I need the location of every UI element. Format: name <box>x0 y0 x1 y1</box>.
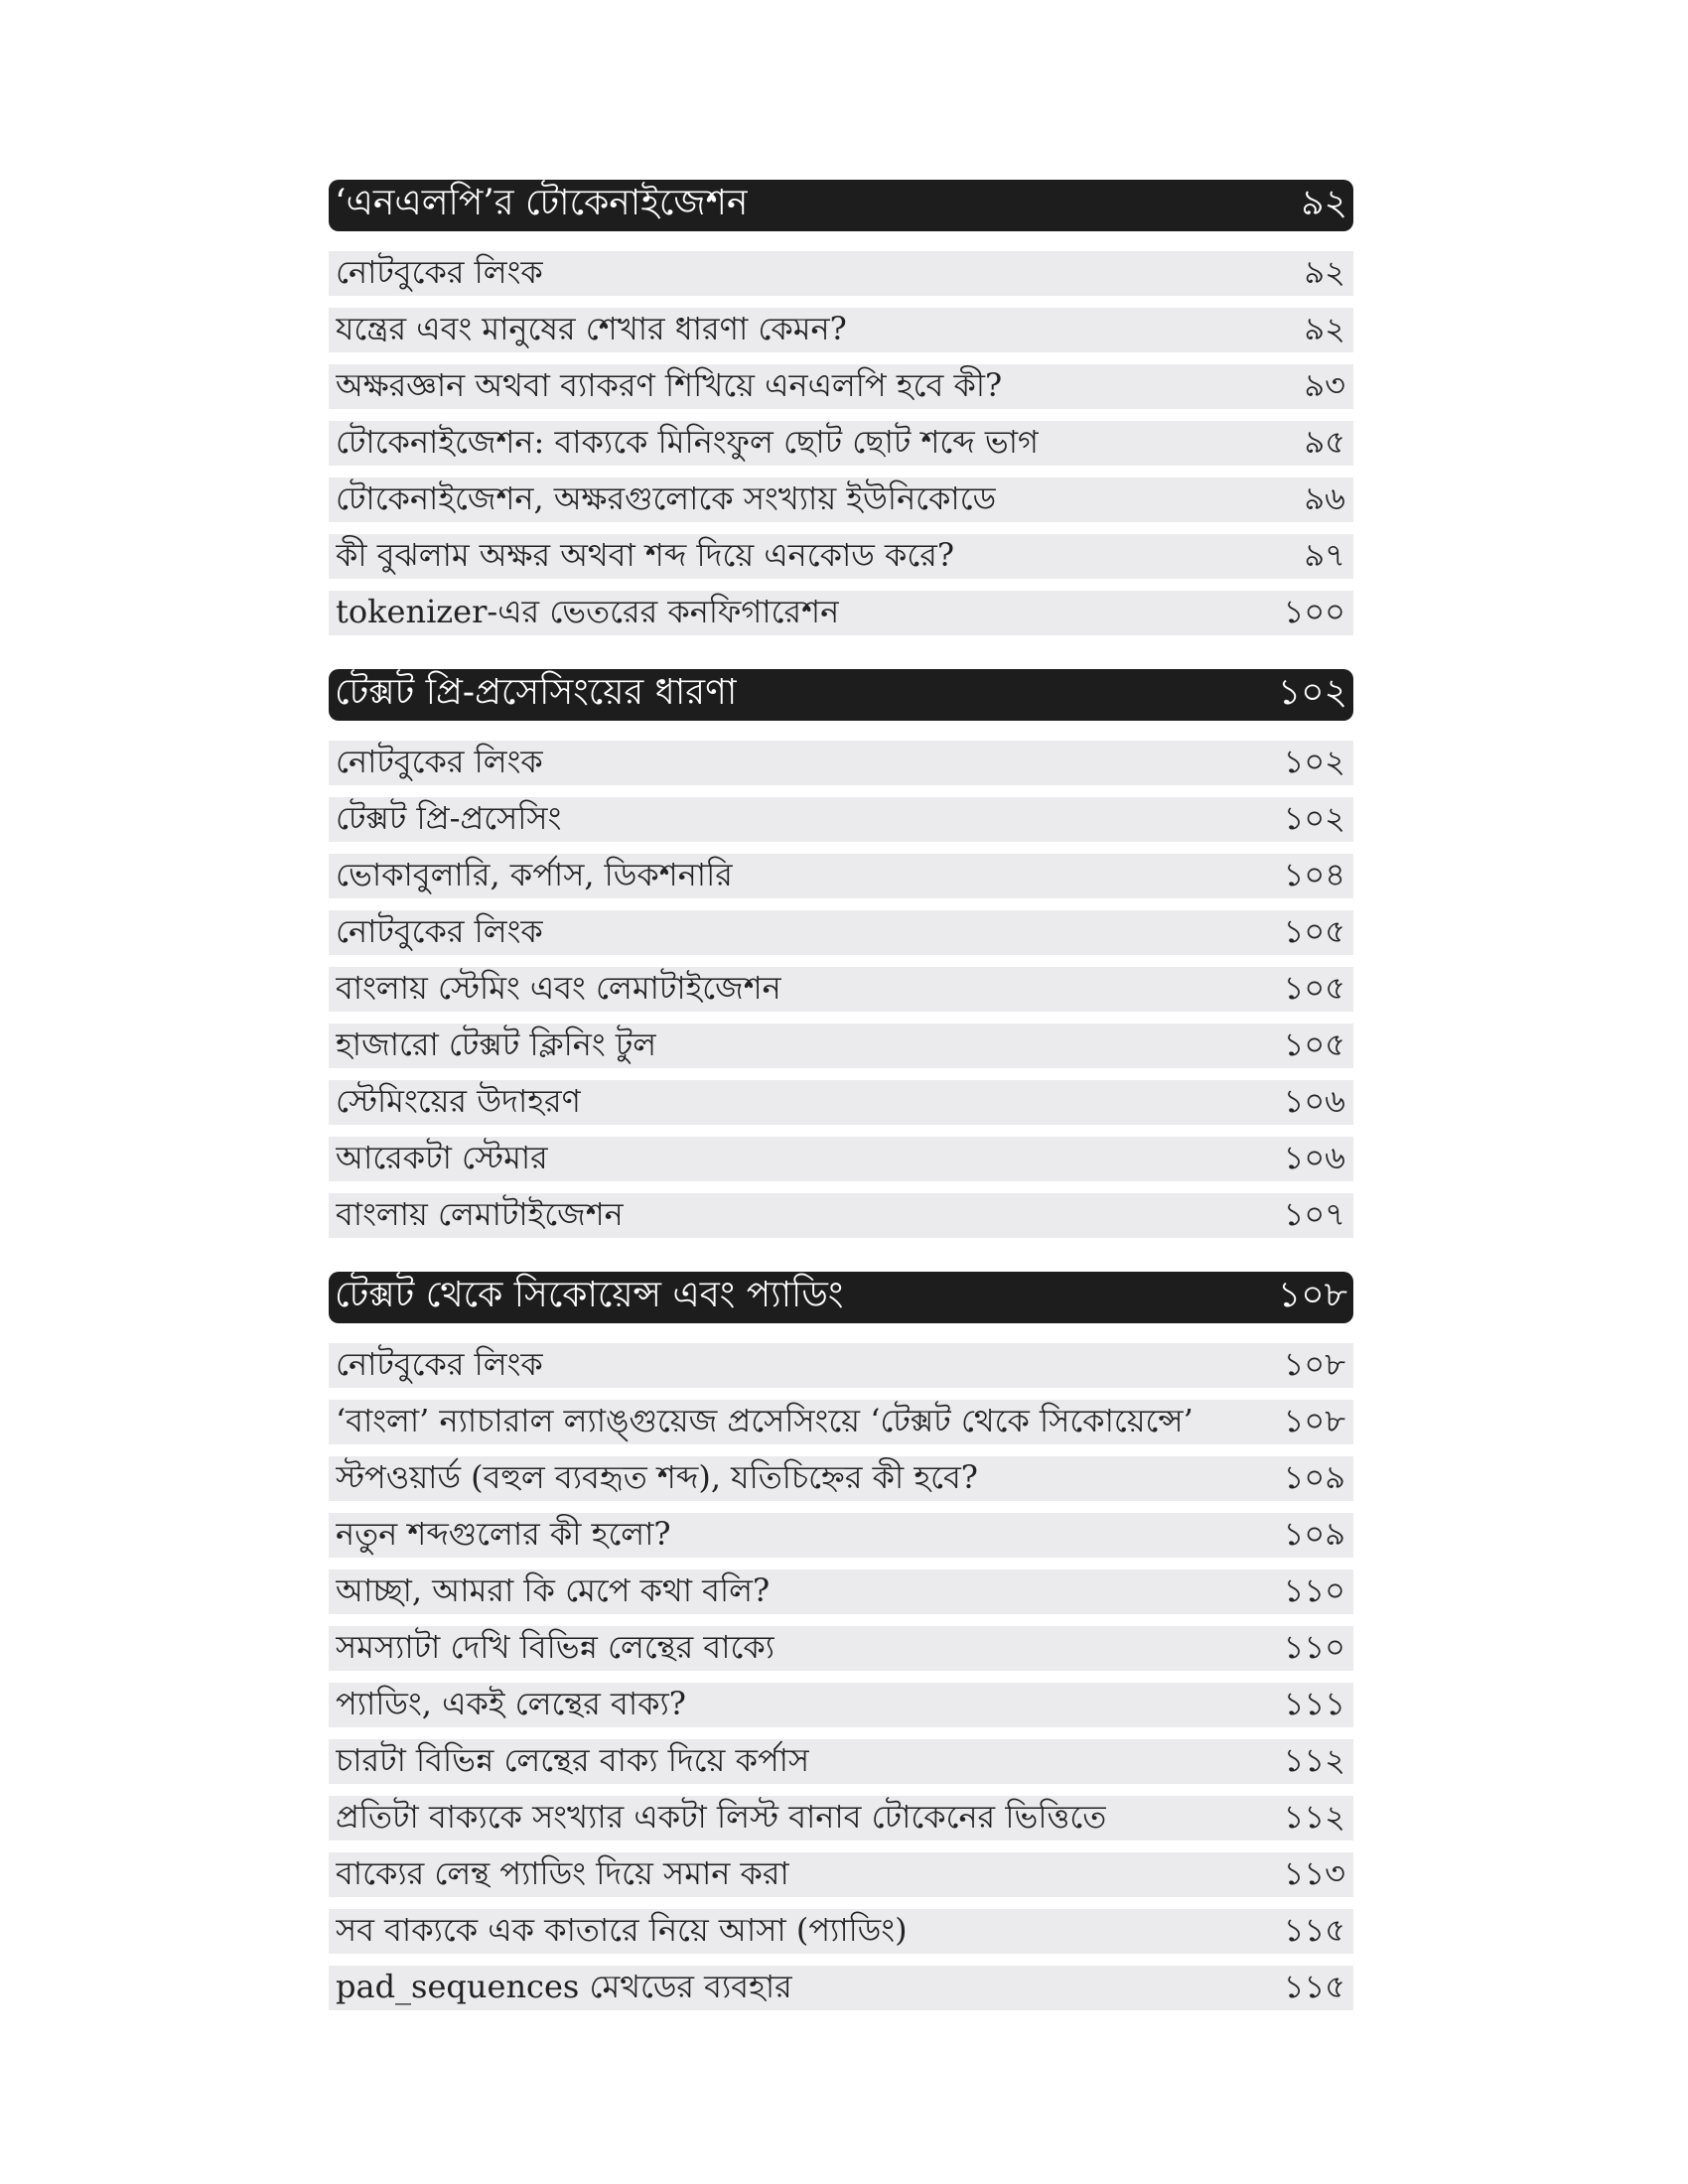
entry-page-number: ১০৬ <box>1283 1138 1345 1176</box>
toc-section <box>329 669 1353 1238</box>
entry-page-number: ১১৫ <box>1283 1967 1345 2005</box>
entry-page-number: ১১২ <box>1283 1797 1345 1836</box>
section-title: টেক্সট প্রি-প্রসেসিংয়ের ধারণা <box>335 672 738 713</box>
toc-entry <box>329 854 1353 898</box>
entry-title: টোকেনাইজেশন: বাক্যকে মিনিংফুল ছোট ছোট শব্দে ভাগ <box>336 422 1040 461</box>
entry-page-number: ১০৬ <box>1283 1081 1345 1120</box>
entry-page-number: ১০৭ <box>1283 1194 1345 1233</box>
toc-entry <box>329 967 1353 1012</box>
entry-page-number: ১০২ <box>1283 798 1345 837</box>
entry-page-number: ৯৭ <box>1304 535 1345 574</box>
toc-entry <box>329 797 1353 842</box>
toc-entry <box>329 1739 1353 1784</box>
toc-entry <box>329 1456 1353 1501</box>
section-header <box>329 180 1353 231</box>
toc-entry <box>329 1683 1353 1727</box>
entry-title: বাংলায় লেমাটাইজেশন <box>336 1194 624 1233</box>
toc-entry <box>329 421 1353 466</box>
entry-title: স্টপওয়ার্ড (বহুল ব্যবহৃত শব্দ), যতিচিহ্নের কী হবে? <box>336 1457 978 1496</box>
toc-entry <box>329 741 1353 785</box>
section-title: ‘এনএলপি’র টোকেনাইজেশন <box>335 183 749 223</box>
toc-entry <box>329 1080 1353 1125</box>
entry-title: নোটবুকের লিংক <box>336 742 543 780</box>
toc-entry <box>329 1966 1353 2010</box>
entry-page-number: ১০৯ <box>1283 1514 1345 1553</box>
toc-entry <box>329 1343 1353 1388</box>
entry-title: প্রতিটা বাক্যকে সংখ্যার একটা লিস্ট বানাব টোকেনের ভিত্তিতে <box>336 1797 1107 1836</box>
toc-entry <box>329 364 1353 409</box>
toc-entry <box>329 1193 1353 1238</box>
entry-page-number: ৯২ <box>1304 309 1345 347</box>
entry-page-number: ১১৫ <box>1283 1910 1345 1949</box>
entry-title: চারটা বিভিন্ন লেন্থের বাক্য দিয়ে কর্পাস <box>336 1740 810 1779</box>
entry-title: হাজারো টেক্সট ক্লিনিং টুল <box>336 1024 657 1063</box>
toc-entry <box>329 1626 1353 1671</box>
toc-entry <box>329 1570 1353 1614</box>
entry-title: সমস্যাটা দেখি বিভিন্ন লেন্থের বাক্যে <box>336 1627 774 1666</box>
entry-title: নোটবুকের লিংক <box>336 911 543 950</box>
entry-title: টেক্সট প্রি-প্রসেসিং <box>336 798 562 837</box>
entry-title: আচ্ছা, আমরা কি মেপে কথা বলি? <box>336 1570 771 1609</box>
entry-page-number: ১০৫ <box>1283 1024 1345 1063</box>
entry-page-number: ১০৫ <box>1283 911 1345 950</box>
entry-title: অক্ষরজ্ঞান অথবা ব্যাকরণ শিখিয়ে এনএলপি হবে কী? <box>336 365 1003 404</box>
entry-page-number: ৯২ <box>1304 252 1345 291</box>
entry-title: কী বুঝলাম অক্ষর অথবা শব্দ দিয়ে এনকোড করে? <box>336 535 955 574</box>
entry-page-number: ১০৫ <box>1283 968 1345 1007</box>
toc-entry <box>329 910 1353 955</box>
entry-title: প্যাডিং, একই লেন্থের বাক্য? <box>336 1684 686 1722</box>
toc-entry <box>329 478 1353 522</box>
entry-page-number: ১০৪ <box>1283 855 1345 893</box>
entry-title: tokenizer-এর ভেতরের কনফিগারেশন <box>336 592 840 630</box>
toc-entry <box>329 534 1353 579</box>
entry-page-number: ১১১ <box>1283 1684 1345 1722</box>
entry-page-number: ১০০ <box>1283 592 1345 630</box>
toc-entry <box>329 1909 1353 1954</box>
entry-page-number: ১১৩ <box>1283 1853 1345 1892</box>
toc-entry <box>329 1400 1353 1444</box>
toc-entry <box>329 1513 1353 1558</box>
section-header <box>329 1272 1353 1323</box>
entry-title: সব বাক্যকে এক কাতারে নিয়ে আসা (প্যাডিং) <box>336 1910 908 1949</box>
section-title: টেক্সট থেকে সিকোয়েন্স এবং প্যাডিং <box>335 1275 844 1315</box>
entry-title: টোকেনাইজেশন, অক্ষরগুলোকে সংখ্যায় ইউনিকোডে <box>336 478 997 517</box>
section-page-number: ১০৮ <box>1277 1275 1347 1315</box>
table-of-contents <box>329 180 1353 2044</box>
entry-title: নোটবুকের লিংক <box>336 252 543 291</box>
entry-title: আরেকটা স্টেমার <box>336 1138 548 1176</box>
entry-page-number: ৯৫ <box>1304 422 1345 461</box>
toc-entry <box>329 591 1353 635</box>
toc-entry <box>329 1024 1353 1068</box>
entry-page-number: ১০৮ <box>1283 1401 1345 1439</box>
entry-title: নতুন শব্দগুলোর কী হলো? <box>336 1514 671 1553</box>
entry-page-number: ১০২ <box>1283 742 1345 780</box>
entry-page-number: ৯৩ <box>1304 365 1345 404</box>
section-page-number: ১০২ <box>1277 672 1347 713</box>
entry-page-number: ১০৮ <box>1283 1344 1345 1383</box>
entry-page-number: ১১০ <box>1283 1627 1345 1666</box>
section-page-number: ৯২ <box>1301 183 1347 223</box>
toc-entry <box>329 1137 1353 1181</box>
entry-title: ‘বাংলা’ ন্যাচারাল ল্যাঙ্গুয়েজ প্রসেসিংয়ে ‘টেক্সট থেকে সিকোয়েন্সে’ <box>336 1401 1194 1439</box>
toc-section <box>329 180 1353 635</box>
toc-entry <box>329 1796 1353 1841</box>
entry-title: যন্ত্রের এবং মানুষের শেখার ধারণা কেমন? <box>336 309 847 347</box>
entry-page-number: ১১০ <box>1283 1570 1345 1609</box>
entry-title: বাক্যের লেন্থ প্যাডিং দিয়ে সমান করা <box>336 1853 789 1892</box>
entry-page-number: ১০৯ <box>1283 1457 1345 1496</box>
entry-title: pad_sequences মেথডের ব্যবহার <box>336 1967 792 2005</box>
entry-title: নোটবুকের লিংক <box>336 1344 543 1383</box>
entry-title: স্টেমিংয়ের উদাহরণ <box>336 1081 581 1120</box>
section-header <box>329 669 1353 721</box>
entry-page-number: ৯৬ <box>1304 478 1345 517</box>
entry-title: বাংলায় স্টেমিং এবং লেমাটাইজেশন <box>336 968 781 1007</box>
toc-entry <box>329 251 1353 296</box>
entry-title: ভোকাবুলারি, কর্পাস, ডিকশনারি <box>336 855 733 893</box>
toc-entry <box>329 308 1353 352</box>
entry-page-number: ১১২ <box>1283 1740 1345 1779</box>
toc-entry <box>329 1852 1353 1897</box>
toc-section <box>329 1272 1353 2010</box>
